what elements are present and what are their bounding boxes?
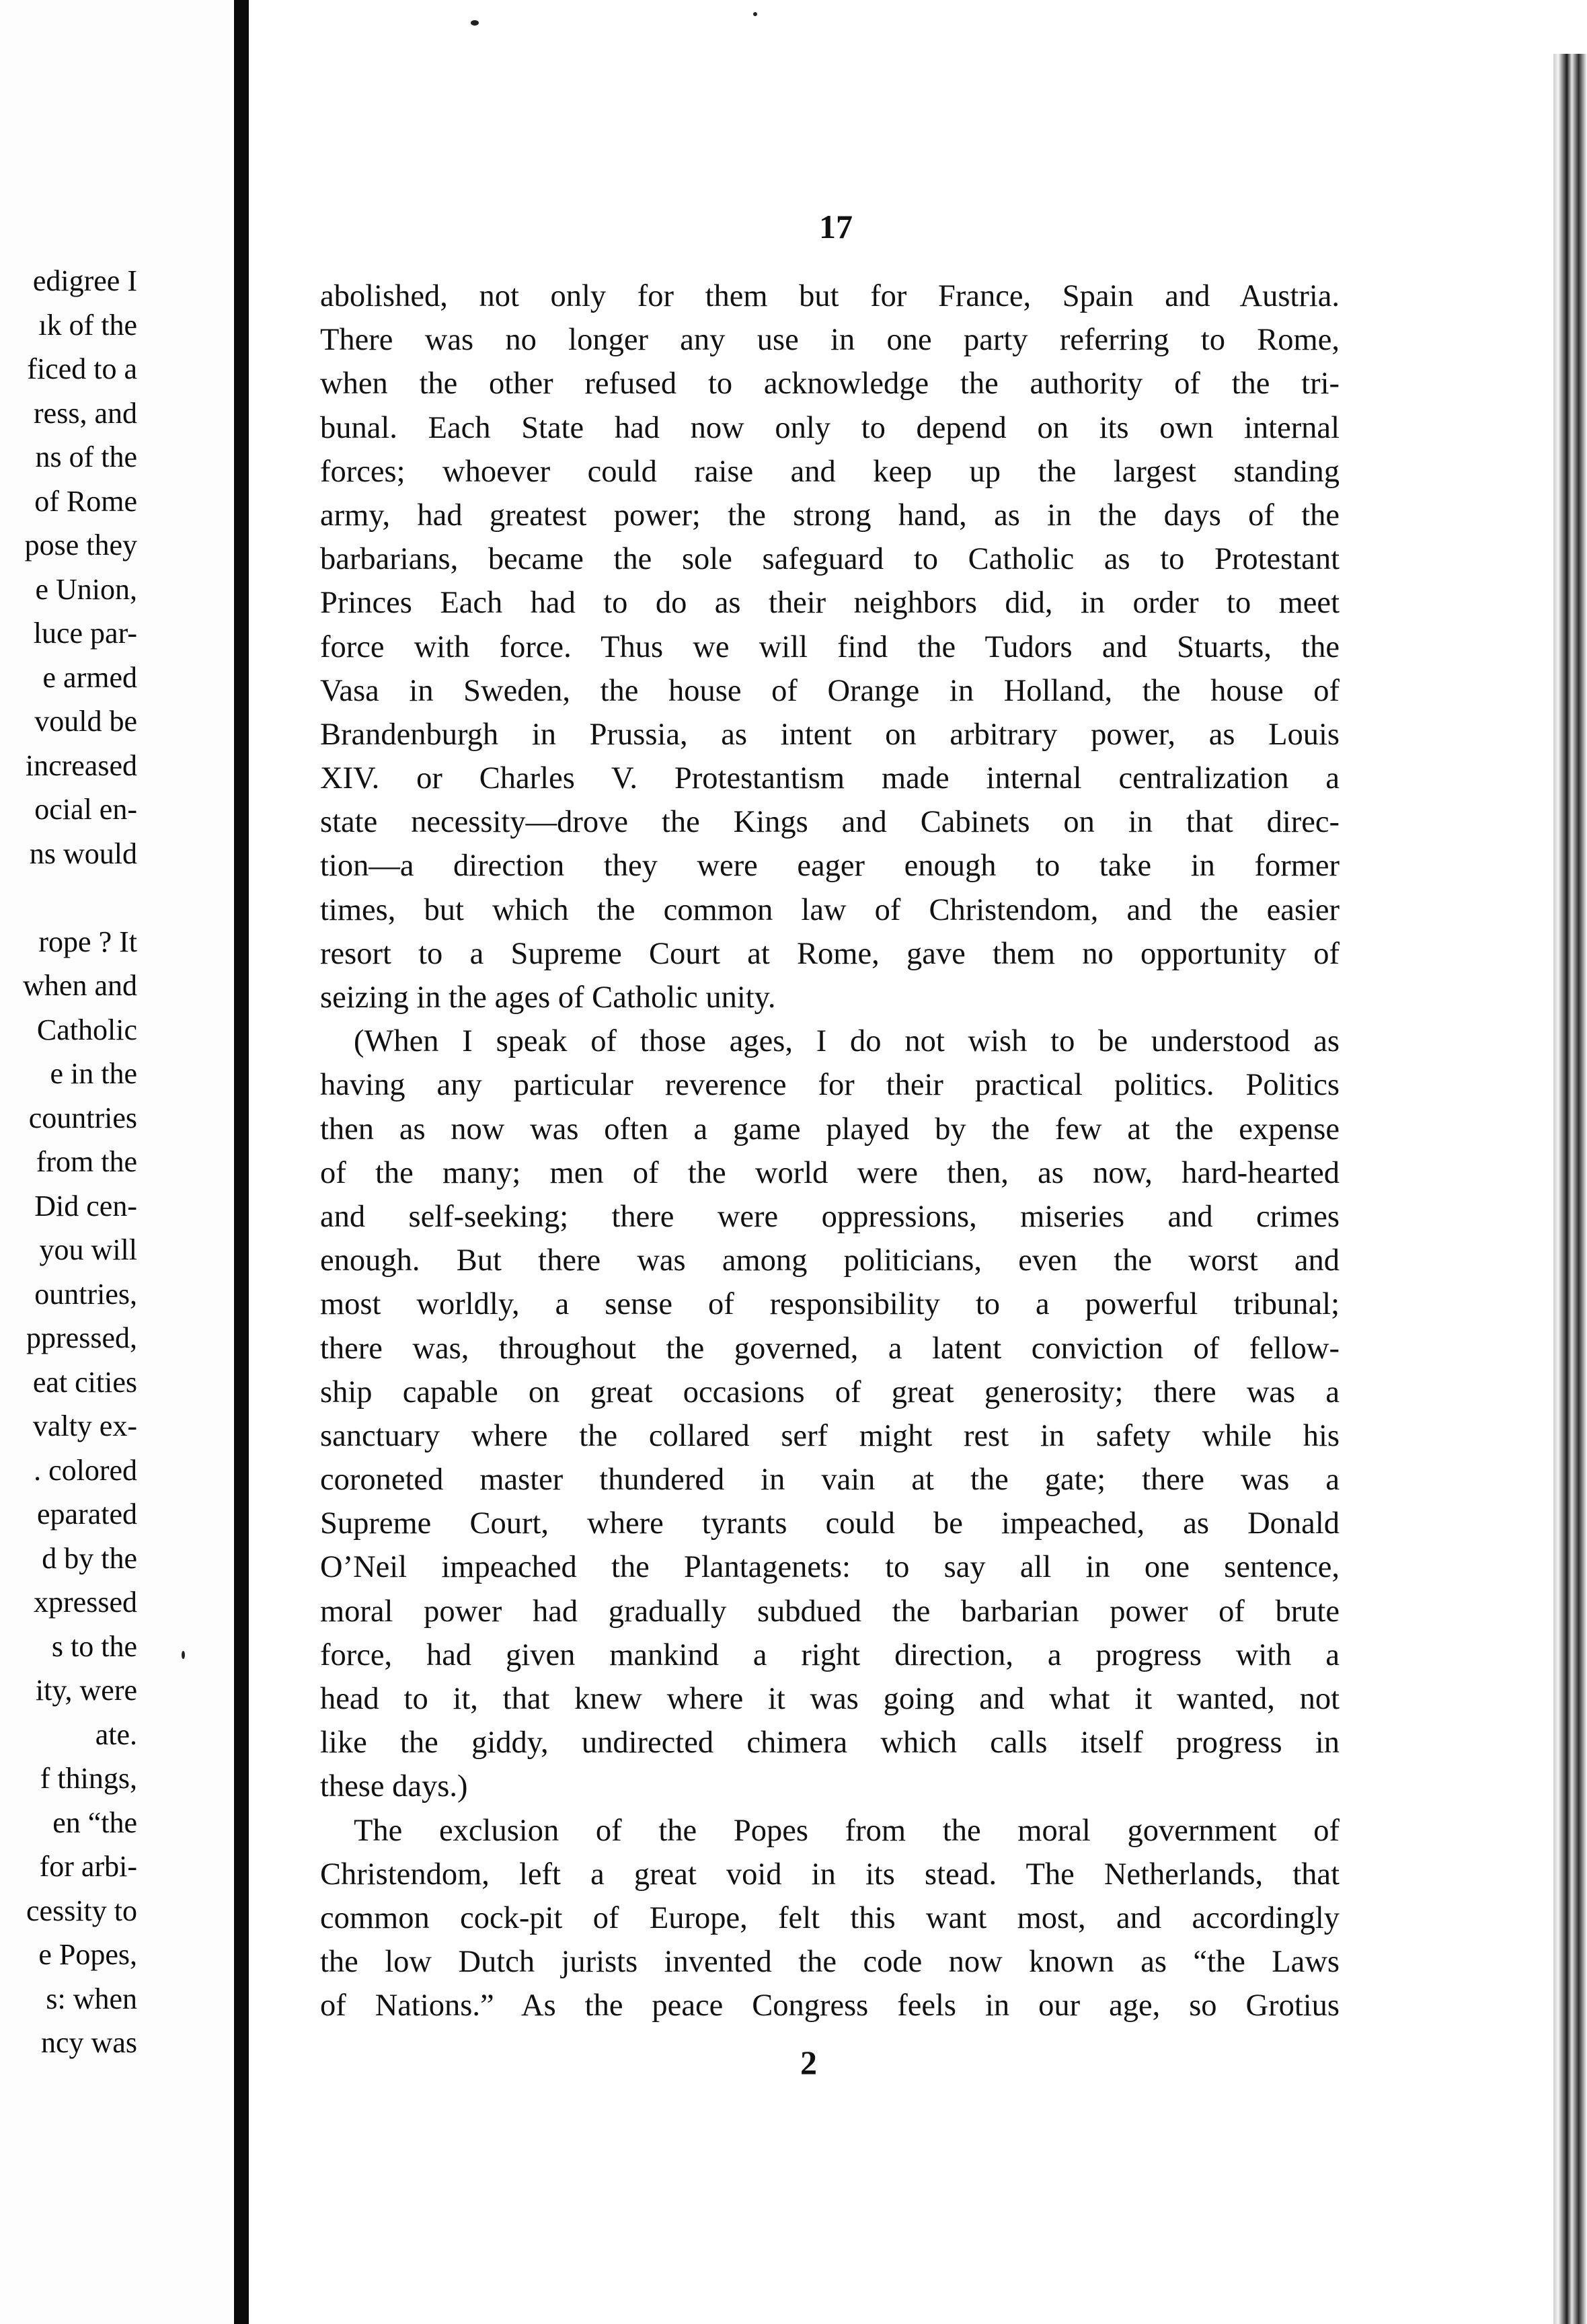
text-line: tion—a direction they were eager enough to take in former <box>320 849 1340 884</box>
previous-page-line: countries <box>28 1101 137 1134</box>
text-line: common cock-pit of Europe, felt this want most, and accordingly <box>320 1900 1340 1935</box>
previous-page-line: luce par- <box>33 617 137 650</box>
previous-page-line: you will <box>39 1233 137 1266</box>
text-line: like the giddy, undirected chimera which calls itself progress in <box>320 1726 1340 1760</box>
previous-page-line: en “the <box>52 1806 137 1839</box>
previous-page-line: ppressed, <box>26 1321 137 1354</box>
text-line: Vasa in Sweden, the house of Orange in Holland, the house of <box>320 673 1340 708</box>
previous-page-line: d by the <box>42 1541 137 1575</box>
text-line: of the many; men of the world were then, as now, hard-hearted <box>320 1155 1340 1190</box>
text-line: moral power had gradually subdued the barbarian power of brute <box>320 1594 1340 1629</box>
previous-page-line: of Rome <box>34 484 137 518</box>
previous-page-line: eparated <box>37 1498 137 1531</box>
text-line: coroneted master thundered in vain at the gate; there was a <box>320 1463 1340 1498</box>
previous-page-line: ity, were <box>35 1674 137 1707</box>
body-text <box>320 274 1340 2028</box>
scan-speck <box>471 20 479 26</box>
text-line: enough. But there was among politicians, even the worst and <box>320 1243 1340 1278</box>
text-line: when the other refused to acknowledge the authority of the tri- <box>320 366 1340 401</box>
previous-page-line: ns of the <box>35 440 137 473</box>
previous-page-line: ns would <box>29 837 137 870</box>
previous-page-line: ountries, <box>34 1277 137 1311</box>
text-line: ship capable on great occasions of great generosity; there was a <box>320 1374 1340 1409</box>
paragraph <box>320 1809 1340 2028</box>
previous-page-line: increased <box>25 748 137 782</box>
previous-page-line: vould be <box>34 705 137 738</box>
text-line: most worldly, a sense of responsibility to a powerful tribunal; <box>320 1287 1340 1322</box>
page-number: 17 <box>819 208 853 245</box>
previous-page-line: f things, <box>40 1762 137 1795</box>
previous-page-line: Did cen- <box>34 1189 137 1223</box>
text-line: There was no longer any use in one party referring to Rome, <box>320 323 1340 358</box>
previous-page-line: cessity to <box>26 1894 137 1927</box>
text-line: there was, throughout the governed, a latent conviction of fellow- <box>320 1331 1340 1366</box>
text-line: force, had given mankind a right direction, a progress with a <box>320 1637 1340 1672</box>
previous-page-text <box>0 259 137 2065</box>
previous-page-line: ficed to a <box>27 352 137 385</box>
text-line: forces; whoever could raise and keep up the largest standing <box>320 454 1340 489</box>
previous-page-line: Catholic <box>36 1013 137 1046</box>
signature-mark: 2 <box>800 2044 817 2081</box>
previous-page-line: edigree I <box>32 264 137 297</box>
previous-page-line: ık of the <box>38 308 137 342</box>
previous-page-line: from the <box>36 1145 137 1178</box>
text-line: Princes Each had to do as their neighbors did, in order to meet <box>320 586 1340 621</box>
text-line: abolished, not only for them but for France, Spain and Austria. <box>320 279 1340 313</box>
previous-page-line: e Union, <box>35 572 137 606</box>
previous-page-line: valty ex- <box>32 1409 137 1442</box>
previous-page-line: pose they <box>24 529 137 561</box>
previous-page-line <box>0 876 137 920</box>
previous-page-line: ate. <box>95 1717 137 1751</box>
text-line: state necessity—drove the Kings and Cabinets on in that direc- <box>320 805 1340 840</box>
previous-page-line: when and <box>23 969 137 1002</box>
text-line: (When I speak of those ages, I do not wish to be understood as <box>354 1024 1340 1059</box>
text-line: and self-seeking; there were oppressions, miseries and crimes <box>320 1199 1340 1234</box>
text-line: the low Dutch jurists invented the code now known as “the Laws <box>320 1945 1340 1980</box>
previous-page-fragment <box>0 0 235 2324</box>
previous-page-line: ocial en- <box>34 793 137 826</box>
previous-page-line: for arbi- <box>39 1850 137 1883</box>
text-line: these days.) <box>320 1769 468 1804</box>
text-line: The exclusion of the Popes from the moral government of <box>354 1813 1340 1848</box>
text-line: Brandenburgh in Prussia, as intent on arbitrary power, as Louis <box>320 717 1340 752</box>
previous-page-line: xpressed <box>34 1586 137 1619</box>
text-line: of Nations.” As the peace Congress feels in our age, so Grotius <box>320 1988 1340 2023</box>
previous-page-line: ncy was <box>41 2026 137 2059</box>
text-line: O’Neil impeached the Plantagenets: to say all in one sentence, <box>320 1550 1340 1585</box>
text-line: bunal. Each State had now only to depend on its own internal <box>320 410 1340 445</box>
paragraph <box>320 1019 1340 1808</box>
text-line: XIV. or Charles V. Protestantism made internal centralization a <box>320 761 1340 796</box>
previous-page-line: ress, and <box>34 396 137 430</box>
text-line: sanctuary where the collared serf might rest in safety while his <box>320 1418 1340 1453</box>
text-line: head to it, that knew where it was going and what it wanted, not <box>320 1682 1340 1716</box>
text-line: then as now was often a game played by the few at the expense <box>320 1112 1340 1147</box>
scan-speck <box>182 1651 185 1659</box>
text-line: having any particular reverence for their practical politics. Politics <box>320 1068 1340 1103</box>
previous-page-line: s: when <box>46 1982 137 2015</box>
previous-page-line: e armed <box>42 660 137 694</box>
text-line: Supreme Court, where tyrants could be impeached, as Donald <box>320 1506 1340 1541</box>
previous-page-line: eat cities <box>32 1365 137 1399</box>
text-line: seizing in the ages of Catholic unity. <box>320 980 776 1015</box>
previous-page-line: e Popes, <box>38 1938 137 1971</box>
text-line: army, had greatest power; the strong hand, as in the days of the <box>320 498 1340 533</box>
paragraph <box>320 274 1340 1019</box>
previous-page-line: rope ? It <box>38 925 137 958</box>
text-line: times, but which the common law of Christendom, and the easier <box>320 892 1340 927</box>
previous-page-line: e in the <box>50 1057 137 1090</box>
binding-gutter <box>234 0 249 2324</box>
text-line: Christendom, left a great void in its stead. The Netherlands, that <box>320 1857 1340 1892</box>
text-line: force with force. Thus we will find the Tudors and Stuarts, the <box>320 629 1340 664</box>
page-edge-shadow <box>1553 54 1587 2324</box>
text-line: barbarians, became the sole safeguard to Catholic as to Protestant <box>320 542 1340 577</box>
text-line: resort to a Supreme Court at Rome, gave them no opportunity of <box>320 936 1340 971</box>
previous-page-line: . colored <box>34 1453 137 1487</box>
scan-speck <box>753 12 757 16</box>
previous-page-line: s to the <box>51 1629 137 1663</box>
